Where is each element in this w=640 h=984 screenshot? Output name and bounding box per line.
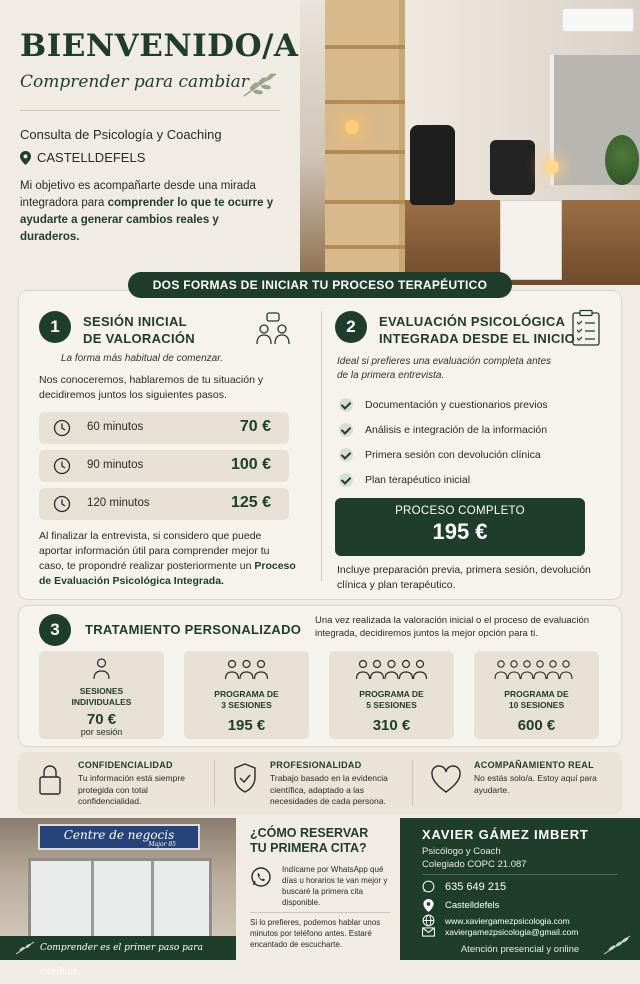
group-10-icon [474,657,599,681]
checklist-item: Primera sesión con devolución clínica [339,448,541,462]
option1-tagline: La forma más habitual de comenzar. [61,353,223,364]
program-card-3 [184,651,309,739]
contact-web[interactable]: www.xaviergamezpsicologia.com [422,914,570,927]
option1-desc: Nos conoceremos, hablaremos de tu situación y decidiremos juntos los siguientes pasos. [39,374,264,401]
options-card [18,290,622,600]
contact-name: XAVIER GÁMEZ IMBERT [422,827,589,842]
whatsapp-icon[interactable] [250,866,272,888]
option1-number: 1 [39,311,71,343]
location-pin-icon [422,899,435,912]
contact-footer: Atención presencial y online [460,944,580,955]
clock-icon [53,457,71,475]
page-title: BIENVENIDO/A [20,28,299,64]
whatsapp-icon [422,880,435,893]
program-price: 195 € [227,717,266,734]
group-3-icon [184,657,309,681]
page-subtitle: Comprender para cambiar [20,72,249,92]
program-price: 310 € [372,717,411,734]
treatment-card [18,605,622,747]
location-text: CASTELLDEFELS [37,150,146,165]
option3-title: TRATAMIENTO PERSONALIZADO [85,622,302,637]
price-amount: 125 € [230,494,271,511]
checklist-item: Documentación y cuestionarios previos [339,398,548,412]
value-confidentiality: CONFIDENCIALIDAD Tu información está siempre protegida con total confidencialidad. [78,760,185,806]
globe-icon [422,914,435,927]
program-card-5 [329,651,454,739]
program-label: PROGRAMA DE 3 SESIONES [214,689,279,710]
contact-role: Psicólogo y Coach [422,846,501,857]
option2-tagline: Ideal si prefieres una evaluación completa antes de la primera entrevista. [337,356,552,381]
option2-number: 2 [335,311,367,343]
program-card-10 [474,651,599,739]
intro-text: Mi objetivo es acompañarte desde una mirada integradora para comprender lo que te ocurre y ayudarte a generar cambios reales y duraderos. [20,180,274,243]
program-label: SESIONES INDIVIDUALES [71,686,132,707]
clock-icon [53,419,71,437]
leaf-icon [602,934,632,956]
check-icon [339,398,353,412]
reservation-section [236,818,400,960]
price-row-90 [39,450,289,482]
contact-section [400,818,640,960]
shield-check-icon [232,762,258,794]
contact-email[interactable]: xaviergamezpsicologia@gmail.com [422,927,578,937]
program-label: PROGRAMA DE 10 SESIONES [504,689,569,710]
price-duration: 90 minutos [87,459,144,471]
photo-tagline: Comprender es el primer paso para cambiar. [0,936,236,960]
business-sign: Centre de negocis Major 85 [38,824,200,850]
lock-icon [38,764,62,796]
price-row-120 [39,488,289,520]
people-talk-icon [255,311,291,347]
person-icon [39,657,164,681]
building-photo [0,818,236,977]
price-amount: 70 € [239,418,271,435]
heart-icon [430,766,462,794]
contact-divider [422,874,618,875]
process-note: Incluye preparación previa, primera sesión, devolución clínica y plan terapéutico. [337,564,591,591]
contact-license: Colegiado COPC 21.087 [422,859,527,870]
clipboard-checklist-icon [571,309,601,347]
option1-after-text: Al finalizar la entrevista, si considero que puede aportar información útil para comprender mejor tu caso, te propondré realizar posteriormente un Proceso de Evaluación Psicológica Integrada. [39,530,296,587]
program-sub: por sesión [80,727,123,737]
mail-icon [422,927,435,937]
process-price: 195 € [432,519,488,544]
value-professionalism: PROFESIONALIDAD Trabajo basado en la evidencia científica, adaptado a las necesidades de cada persona. [270,760,388,806]
check-icon [339,423,353,437]
process-label: PROCESO COMPLETO [395,505,525,517]
program-label: PROGRAMA DE 5 SESIONES [359,689,424,710]
price-row-60 [39,412,289,444]
program-price: 70 € [86,711,117,728]
office-photo [300,0,640,285]
leaf-icon [14,940,36,956]
value-separator [214,760,215,806]
option2-title: EVALUACIÓN PSICOLÓGICA INTEGRADA DESDE EL INICIO [379,314,576,346]
option1-title: SESIÓN INICIAL DE VALORACIÓN [83,314,195,346]
program-price: 600 € [517,717,556,734]
price-duration: 60 minutos [87,421,144,433]
contact-city: Castelldefels [422,899,499,912]
location [20,150,145,165]
value-separator [412,760,413,806]
reservation-divider [250,912,390,913]
program-card-individual [39,651,164,739]
group-5-icon [329,657,454,681]
price-duration: 120 minutos [87,497,150,509]
location-pin-icon [20,151,31,165]
phone-call-text: Si lo prefieres, podemos hablar unos minutos por teléfono antes. Estaré encantado de escucharte. [250,918,381,949]
section-banner: DOS FORMAS DE INICIAR TU PROCESO TERAPÉUTICO [128,272,512,298]
checklist-item: Plan terapéutico inicial [339,473,470,487]
hero-divider [20,110,280,111]
check-icon [339,473,353,487]
price-amount: 100 € [230,456,271,473]
option3-number: 3 [39,614,71,646]
checklist-item: Análisis e integración de la información [339,423,547,437]
hero-section [0,0,640,290]
reservation-title: ¿CÓMO RESERVAR TU PRIMERA CITA? [250,826,369,855]
contact-phone[interactable]: 635 649 215 [422,880,506,893]
leaf-icon [240,70,280,100]
value-support: ACOMPAÑAMIENTO REAL No estás solo/a. Estoy aquí para ayudarte. [474,760,597,795]
consult-title: Consulta de Psicología y Coaching [20,127,222,142]
check-icon [339,448,353,462]
options-divider [321,311,322,581]
clock-icon [53,495,71,513]
values-strip [18,752,622,814]
option3-desc: Una vez realizada la valoración inicial o el proceso de evaluación integrada, decidiremos juntos la mejor opción para ti. [315,615,590,639]
process-price-box [335,498,585,556]
whatsapp-text: Indícame por WhatsApp qué días u horarios te van mejor y buscaré la primera cita disponible. [282,865,388,907]
